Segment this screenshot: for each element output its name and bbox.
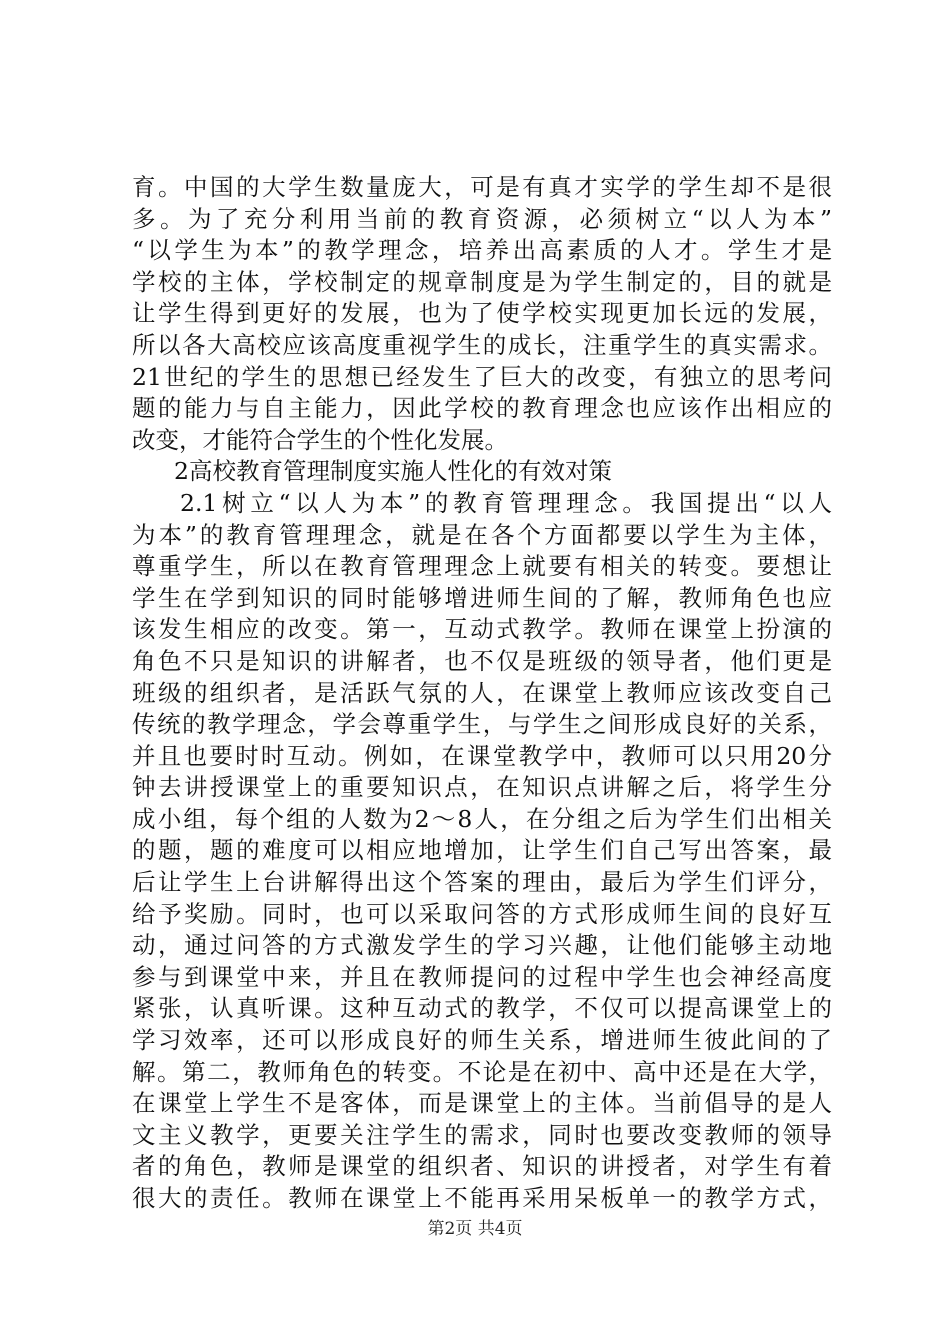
body-text <box>132 172 832 1215</box>
paragraph-1-line-8: 题的能力与自主能力，因此学校的教育理念也应该作出相应的 <box>132 394 832 423</box>
paragraph-1-line-7: 21世纪的学生的思想已经发生了巨大的改变，有独立的思考问 <box>132 362 832 391</box>
paragraph-1-line-2: 多。为了充分利用当前的教育资源，必须树立“以人为本” <box>132 204 832 233</box>
paragraph-2-line-7: 班级的组织者，是活跃气氛的人，在课堂上教师应该改变自己 <box>132 678 832 707</box>
paragraph-2-line-9: 并且也要时时互动。例如，在课堂教学中，教师可以只用20分 <box>132 741 832 770</box>
paragraph-2-line-12: 的题，题的难度可以相应地增加，让学生们自己写出答案，最 <box>132 836 832 865</box>
paragraph-2-line-18: 学习效率，还可以形成良好的师生关系，增进师生彼此间的了 <box>132 1026 832 1055</box>
paragraph-2-line-16: 参与到课堂中来，并且在教师提问的过程中学生也会神经高度 <box>132 962 832 991</box>
paragraph-1-line-6: 所以各大高校应该高度重视学生的成长，注重学生的真实需求。 <box>132 330 832 359</box>
paragraph-2-line-1: 2.1树立“以人为本”的教育管理理念。我国提出“以人 <box>180 488 832 517</box>
paragraph-2-line-23: 很大的责任。教师在课堂上不能再采用呆板单一的教学方式， <box>132 1184 832 1212</box>
paragraph-2-line-8: 传统的教学理念，学会尊重学生，与学生之间形成良好的关系， <box>132 710 832 739</box>
paragraph-1-line-5: 让学生得到更好的发展，也为了使学校实现更加长远的发展， <box>132 299 832 328</box>
paragraph-2-line-21: 文主义教学，更要关注学生的需求，同时也要改变教师的领导 <box>132 1120 832 1149</box>
section-heading: 2高校教育管理制度实施人性化的有效对策 <box>174 457 612 486</box>
paragraph-2-line-22: 者的角色，教师是课堂的组织者、知识的讲授者，对学生有着 <box>132 1152 832 1181</box>
paragraph-2-line-3: 尊重学生，所以在教育管理理念上就要有相关的转变。要想让 <box>132 552 832 581</box>
paragraph-1-line-3: “以学生为本”的教学理念，培养出高素质的人才。学生才是 <box>132 236 832 265</box>
paragraph-2-line-4: 学生在学到知识的同时能够增进师生间的了解，教师角色也应 <box>132 583 832 612</box>
paragraph-2-line-20: 在课堂上学生不是客体，而是课堂上的主体。当前倡导的是人 <box>132 1089 832 1118</box>
paragraph-2-line-13: 后让学生上台讲解得出这个答案的理由，最后为学生们评分， <box>132 868 832 897</box>
paragraph-2-line-15: 动，通过问答的方式激发学生的学习兴趣，让他们能够主动地 <box>132 931 832 960</box>
page-indicator: 第2页 共4页 <box>427 1219 523 1239</box>
paragraph-2-line-5: 该发生相应的改变。第一，互动式教学。教师在课堂上扮演的 <box>132 615 832 644</box>
paragraph-1-line-1: 育。中国的大学生数量庞大，可是有真才实学的学生却不是很 <box>132 173 832 201</box>
paragraph-2-line-6: 角色不只是知识的讲解者，也不仅是班级的领导者，他们更是 <box>132 646 832 675</box>
paragraph-2-line-10: 钟去讲授课堂上的重要知识点，在知识点讲解之后，将学生分 <box>132 773 832 802</box>
paragraph-1-line-4: 学校的主体，学校制定的规章制度是为学生制定的，目的就是 <box>132 267 832 296</box>
paragraph-2-line-11: 成小组，每个组的人数为2～8人，在分组之后为学生们出相关 <box>132 804 832 833</box>
page-footer <box>0 1217 950 1241</box>
paragraph-2-line-14: 给予奖励。同时，也可以采取问答的方式形成师生间的良好互 <box>132 899 832 928</box>
paragraph-1-line-9: 改变，才能符合学生的个性化发展。 <box>132 425 508 454</box>
paragraph-2-line-19: 解。第二，教师角色的转变。不论是在初中、高中还是在大学， <box>132 1057 832 1086</box>
paragraph-2-line-17: 紧张，认真听课。这种互动式的教学，不仅可以提高课堂上的 <box>132 994 832 1023</box>
paragraph-2-line-2: 为本”的教育管理理念，就是在各个方面都要以学生为主体， <box>132 520 832 549</box>
